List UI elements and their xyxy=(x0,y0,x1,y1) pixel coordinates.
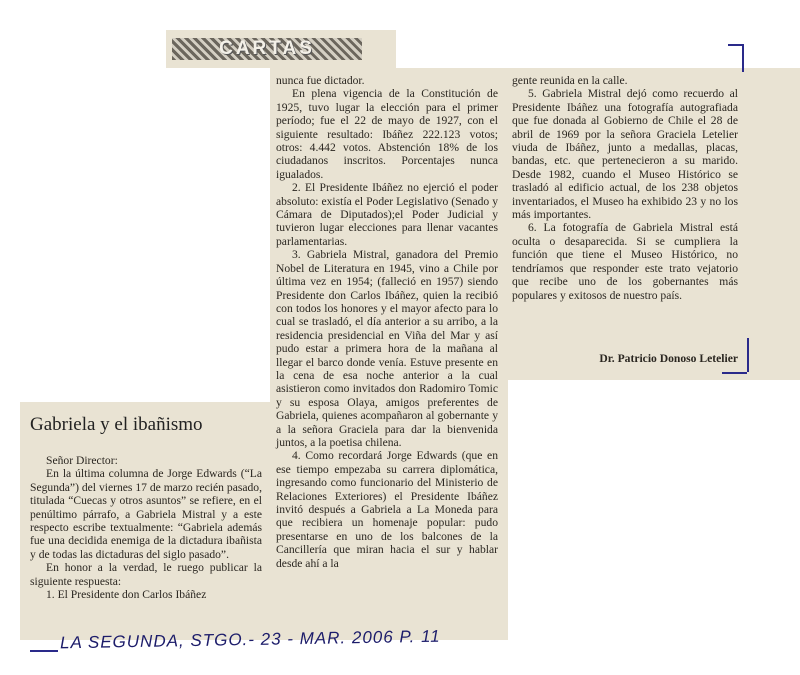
paragraph: 5. Gabriela Mistral dejó como recuerdo al Presidente Ibáñez una fotografía autografiada que fue donada al Gobierno de Chile el 28 de abril de 1969 por la señora Graciela Letelier viuda de Ibáñez, junto a medallas, placas, bandas, etc. que pertenecieron a su marido. Desde 1982, cuando el Museo Histórico se trasladó al edificio actual, de los 238 objetos inventariados, el Museo ha exhibido 23 y no los más importantes. xyxy=(512,87,738,222)
right-column xyxy=(512,74,738,302)
letter-signature: Dr. Patricio Donoso Letelier xyxy=(599,352,738,365)
paragraph: 1. El Presidente don Carlos Ibáñez xyxy=(46,588,207,602)
pen-mark-top xyxy=(742,44,744,72)
paragraph: nunca fue dictador. xyxy=(276,74,365,87)
pen-mark-bottom xyxy=(747,338,749,372)
section-banner xyxy=(172,38,362,60)
paragraph: 3. Gabriela Mistral, ganadora del Premio Nobel de Literatura en 1945, vino a Chile por última vez en 1954; (falleció en 1957) siendo Presidente don Carlos Ibáñez, quien la recibió con todos los honores y el mayor afecto para lo cual se trasladó, el día anterior a su arribo, a la residencia presidencial en Viña del Mar y así pudo estar a primera hora de la mañana al llegar el barco donde venía. Estuve presente en la cena de esa noche anterior a la cual asistieron como invitados don Radomiro Tomic y su esposa Olaya, amigos preferentes de Gabriela, quienes acompañaron al gobernante y a la señora Graciela para dar la bienvenida juntos, a la poetisa chilena. xyxy=(276,248,498,449)
pen-mark-bottom-tick xyxy=(722,372,747,374)
handwritten-source-note: LA SEGUNDA, STGO.- 23 - MAR. 2006 P. 11 xyxy=(59,626,441,653)
paragraph: 4. Como recordará Jorge Edwards (que en ese tiempo empezaba su carrera diplomática, ingresando como funcionario del Ministerio de Relaciones Exteriores) el Presidente Ibáñez invitó después a Gabriela a La Moneda para que recibiera un homenaje popular: pudo presentarse en uno de los balcones de la Cancillería que miran hacia el sur y hablar desde ahí a la xyxy=(276,449,498,570)
paragraph: gente reunida en la calle. xyxy=(512,74,628,87)
pen-mark-underline xyxy=(30,650,58,652)
middle-column xyxy=(276,74,498,570)
paragraph: En la última columna de Jorge Edwards (“La Segunda”) del viernes 17 de marzo recién pasado, titulada “Cuecas y otros asuntos” se refiere, en el penúltimo párrafo, a Gabriela Mistral y a este respecto escribe textualmente: “Gabriela además fue una decidida enemiga de la dictadura ibañista y de todas las dictaduras del siglo pasado”. xyxy=(30,467,262,561)
paragraph: En plena vigencia de la Constitución de 1925, tuvo lugar la elección para el primer período; fue el 22 de mayo de 1927, con el siguiente resultado: Ibáñez 222.123 votos; otros: 4.442 votos. Abstención 18% de los ciudadanos inscritos. Porcentajes nunca igualados. xyxy=(276,87,498,181)
left-column xyxy=(30,454,262,601)
paragraph: En honor a la verdad, le ruego publicar la siguiente respuesta: xyxy=(30,561,262,588)
section-title: CARTAS xyxy=(219,38,315,59)
paragraph: 2. El Presidente Ibáñez no ejerció el poder absoluto: existía el Poder Legislativo (Senado y Cámara de Diputados);el Poder Judicial y tuvieron lugar elecciones para llenar vacantes parlamentarias. xyxy=(276,181,498,248)
letter-headline: Gabriela y el ibañismo xyxy=(30,414,203,435)
pen-mark-top-tick xyxy=(728,44,742,46)
paragraph: Señor Director: xyxy=(46,454,118,467)
paragraph: 6. La fotografía de Gabriela Mistral está oculta o desaparecida. Si se cumpliera la función que tiene el Museo Histórico, no tendríamos que responder este trato vejatorio que recibe uno de los gobernantes más populares y exitosos de nuestro país. xyxy=(512,221,738,302)
